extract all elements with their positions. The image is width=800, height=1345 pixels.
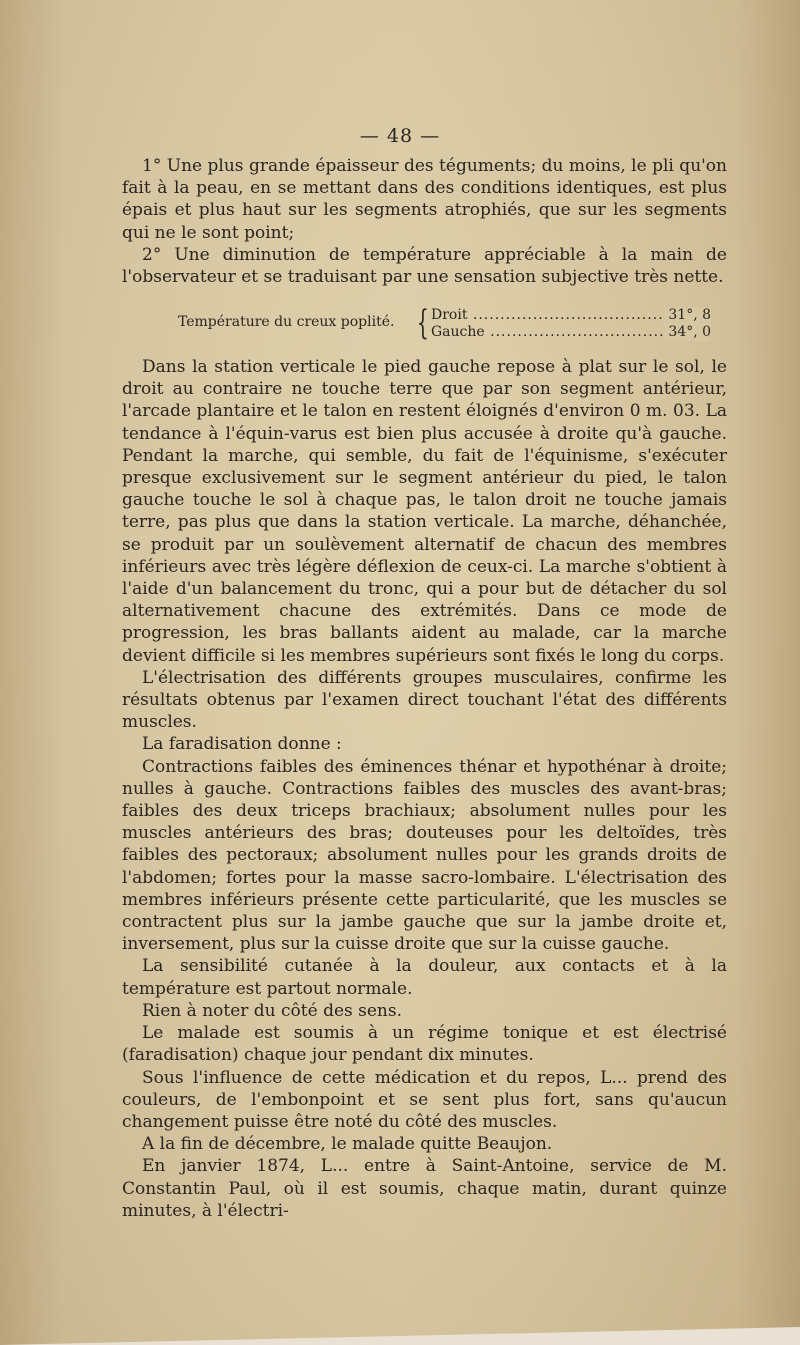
- paragraph-sens: Rien à noter du côté des sens.: [142, 1000, 403, 1021]
- page-number: — 48 —: [359, 125, 441, 147]
- paragraph-sensibilite: La sensibilité cutanée à la douleur, aux contacts et à la température est partout normale.: [122, 956, 727, 999]
- paragraph-contractions: Contractions faibles des éminences thénar et hypothénar à droite; nulles à gauche. Contractions faibles des muscles des avant-bras; faibles des deux triceps brachiaux; absolument nulles pour les muscles antérieurs des bras; douteuses pour les deltoïdes, très faibles des pectoraux; absolument nulles pour les grands droits de l'abdomen; fortes pour la masse sacro-lombaire. L'électrisation des membres inférieurs présente cette particularité, que les muscles se contractent plus sur la jambe gauche que sur la jambe droite et, inversement, plus sur la cuisse droite que sur la cuisse gauche.: [122, 756, 727, 955]
- temperature-row-left: [431, 324, 711, 341]
- paragraph-electrisation: L'électrisation des différents groupes musculaires, confirme les résultats obtenus par l'examen direct touchant l'état des différents muscles.: [122, 667, 727, 733]
- paragraph-point-1: 1° Une plus grande épaisseur des téguments; du moins, le pli qu'on fait à la peau, en se mettant dans des conditions identiques, est plus épais et plus haut sur les segments atrophiés, que sur les segments qui ne le sont point;: [122, 156, 727, 243]
- brace-symbol: {: [416, 303, 429, 343]
- paragraph-beaujon: A la fin de décembre, le malade quitte Beaujon.: [142, 1134, 553, 1155]
- temperature-value: 31°, 8: [664, 307, 711, 324]
- temperature-table: [178, 305, 718, 345]
- page-edge-shadow: [0, 1327, 800, 1345]
- paragraph-influence: Sous l'influence de cette médication et du repos, L... prend des couleurs, de l'embonpoint et se sent plus fort, sans qu'aucun changement puisse être noté du côté des muscles.: [122, 1067, 727, 1132]
- paragraph-saint-antoine: En janvier 1874, L... entre à Saint-Antoine, service de M. Constantin Paul, où il est soumis, chaque matin, durant quinze minutes, à l'électri-: [122, 1156, 727, 1221]
- paragraph-regime: Le malade est soumis à un régime tonique et est électrisé (faradisation) chaque jour pendant dix minutes.: [122, 1023, 727, 1066]
- body-text: [122, 356, 727, 1222]
- temperature-value: 34°, 0: [664, 324, 711, 341]
- temperature-label: Température du creux poplité.: [178, 314, 395, 330]
- temperature-row-right: [431, 307, 711, 324]
- temperature-side-label: Droit .....: [431, 307, 711, 323]
- intro-text: [122, 155, 727, 288]
- paragraph-point-2: 2° Une diminution de température appréciable à la main de l'observateur et se traduisant par une sensation subjective très nette.: [122, 244, 727, 288]
- paragraph-station-marche: Dans la station verticale le pied gauche repose à plat sur le sol, le droit au contraire ne touche terre que par son segment antérieur, l'arcade plantaire et le talon en restent éloignés d'environ 0 m. 03. La tendance à l'équin-varus est bien plus accusée à droite qu'à gauche. Pendant la marche, qui semble, du fait de l'équinisme, s'exécuter presque exclusivement sur le segment antérieur du pied, le talon gauche touche le sol à chaque pas, le talon droit ne touche jamais terre, pas plus que dans la station verticale. La marche, déhanchée, se produit par un soulèvement alternatif de chacun des membres inférieurs avec très légère déflexion de ceux-ci. La marche s'obtient à l'aide d'un balancement du tronc, qui a pour but de détacher du sol alternativement chacune des extrémités. Dans ce mode de progression, les bras ballants aident au malade, car la marche devient difficile si les membres supérieurs sont fixés le long du corps.: [122, 357, 727, 666]
- paragraph-faradisation-intro: La faradisation donne :: [142, 734, 342, 755]
- temperature-side-label: Gauche .....: [431, 324, 711, 340]
